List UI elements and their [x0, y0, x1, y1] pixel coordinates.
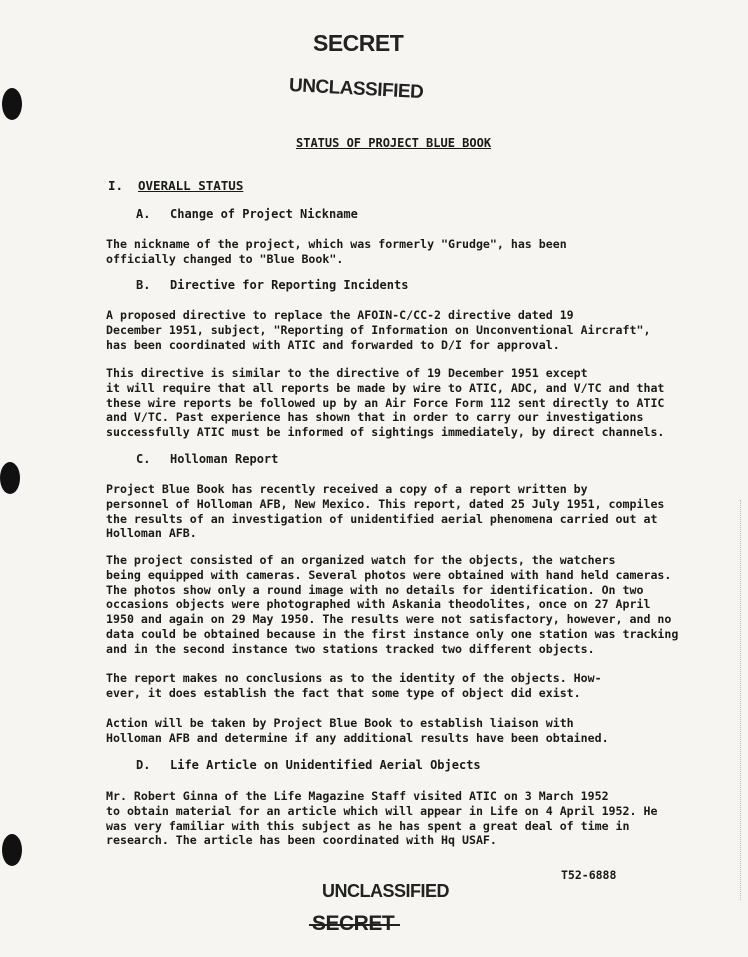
- paragraph-line: and in the second instance two stations tracked two different objects.: [106, 641, 595, 656]
- section-heading: [108, 178, 243, 193]
- secret-stamp-top-text: SECRET: [313, 30, 404, 56]
- subsection-a-letter: A.: [136, 207, 151, 221]
- paragraph-line: being equipped with cameras. Several photos were obtained with hand held cameras.: [106, 567, 672, 582]
- subsection-d-title: Life Article on Unidentified Aerial Objects: [170, 758, 481, 772]
- paragraph-c2: [106, 553, 678, 657]
- paragraph-line: Action will be taken by Project Blue Book to establish liaison with: [106, 716, 574, 730]
- paragraph-a1: [106, 237, 567, 267]
- paragraph-line: 1950 and again on 29 May 1950. The results were not satisfactory, however, and no: [106, 612, 672, 627]
- paragraph-line: occasions objects were photographed with Askania theodolites, once on 27 April: [106, 597, 651, 612]
- paragraph-line: A proposed directive to replace the AFOIN-C/CC-2 directive dated 19: [106, 308, 574, 322]
- strikethrough-line: [309, 924, 400, 926]
- subsection-c-letter: C.: [136, 452, 151, 466]
- punch-hole-middle: [0, 462, 20, 494]
- paragraph-line: research. The article has been coordinated with Hq USAF.: [106, 833, 497, 848]
- subsection-c-title: Holloman Report: [170, 452, 279, 466]
- paragraph-c1: [106, 482, 664, 541]
- unclassified-stamp-bottom: [322, 881, 449, 902]
- paragraph-d1: [106, 789, 657, 848]
- paragraph-line: personnel of Holloman AFB, New Mexico. This report, dated 25 July 1951, compiles: [106, 496, 665, 511]
- paragraph-line: to obtain material for an article which will appear in Life on 4 April 1952. He: [106, 803, 658, 818]
- subsection-d-heading: [136, 758, 481, 772]
- paragraph-line: successfully ATIC must be informed of sightings immediately, by direct channels.: [106, 425, 665, 440]
- punch-hole-bottom: [2, 834, 22, 866]
- paragraph-line: was very familiar with this subject as he has spent a great deal of time in: [106, 818, 630, 833]
- unclassified-stamp-top-text: UNCLASSIFIED: [288, 75, 424, 104]
- paragraph-line: The project consisted of an organized watch for the objects, the watchers: [106, 553, 616, 567]
- paragraph-line: Holloman AFB and determine if any additional results have been obtained.: [106, 730, 609, 745]
- subsection-b-title: Directive for Reporting Incidents: [170, 278, 409, 292]
- paragraph-line: The nickname of the project, which was formerly "Grudge", has been: [106, 237, 567, 251]
- subsection-c-heading: [136, 452, 278, 466]
- document-title: STATUS OF PROJECT BLUE BOOK: [296, 136, 492, 150]
- subsection-a-title: Change of Project Nickname: [170, 207, 358, 221]
- paragraph-line: Mr. Robert Ginna of the Life Magazine Staff visited ATIC on 3 March 1952: [106, 789, 609, 803]
- punch-hole-top: [2, 88, 22, 120]
- paragraph-line: has been coordinated with ATIC and forwarded to D/I for approval.: [106, 337, 560, 352]
- section-title: OVERALL STATUS: [138, 178, 244, 193]
- subsection-d-letter: D.: [136, 758, 151, 772]
- paragraph-line: The photos show only a round image with no details for identification. On two: [106, 582, 644, 597]
- paragraph-b2: [106, 366, 664, 440]
- paragraph-line: This directive is similar to the directive of 19 December 1951 except: [106, 366, 588, 380]
- unclassified-stamp-top: [288, 75, 423, 104]
- paragraph-b1: [106, 308, 650, 352]
- paragraph-line: Project Blue Book has recently received a copy of a report written by: [106, 482, 588, 496]
- secret-stamp-top: [313, 30, 403, 57]
- unclassified-stamp-bottom-text: UNCLASSIFIED: [322, 881, 450, 901]
- paragraph-line: the results of an investigation of unidentified aerial phenomena carried out at: [106, 511, 658, 526]
- document-number: T52-6888: [561, 868, 617, 882]
- paragraph-line: these wire reports be followed up by an Air Force Form 112 sent directly to ATIC: [106, 395, 665, 410]
- paragraph-line: The report makes no conclusions as to the identity of the objects. How-: [106, 671, 602, 685]
- secret-stamp-bottom: [312, 912, 394, 936]
- paragraph-c4: [106, 716, 609, 746]
- paragraph-line: ever, it does establish the fact that some type of object did exist.: [106, 685, 581, 700]
- paragraph-line: Holloman AFB.: [106, 526, 197, 541]
- paragraph-line: and V/TC. Past experience has shown that in order to carry our investigations: [106, 410, 644, 425]
- section-number: I.: [108, 178, 124, 193]
- paragraph-line: officially changed to "Blue Book".: [106, 251, 344, 266]
- paragraph-c3: [106, 671, 602, 701]
- scan-edge-noise: [740, 500, 743, 900]
- subsection-b-heading: [136, 278, 408, 292]
- paragraph-line: December 1951, subject, "Reporting of Information on Unconventional Aircraft",: [106, 322, 651, 337]
- subsection-b-letter: B.: [136, 278, 151, 292]
- subsection-a-heading: [136, 207, 358, 221]
- paragraph-line: data could be obtained because in the first instance only one station was tracking: [106, 626, 679, 641]
- paragraph-line: it will require that all reports be made by wire to ATIC, ADC, and V/TC and that: [106, 380, 665, 395]
